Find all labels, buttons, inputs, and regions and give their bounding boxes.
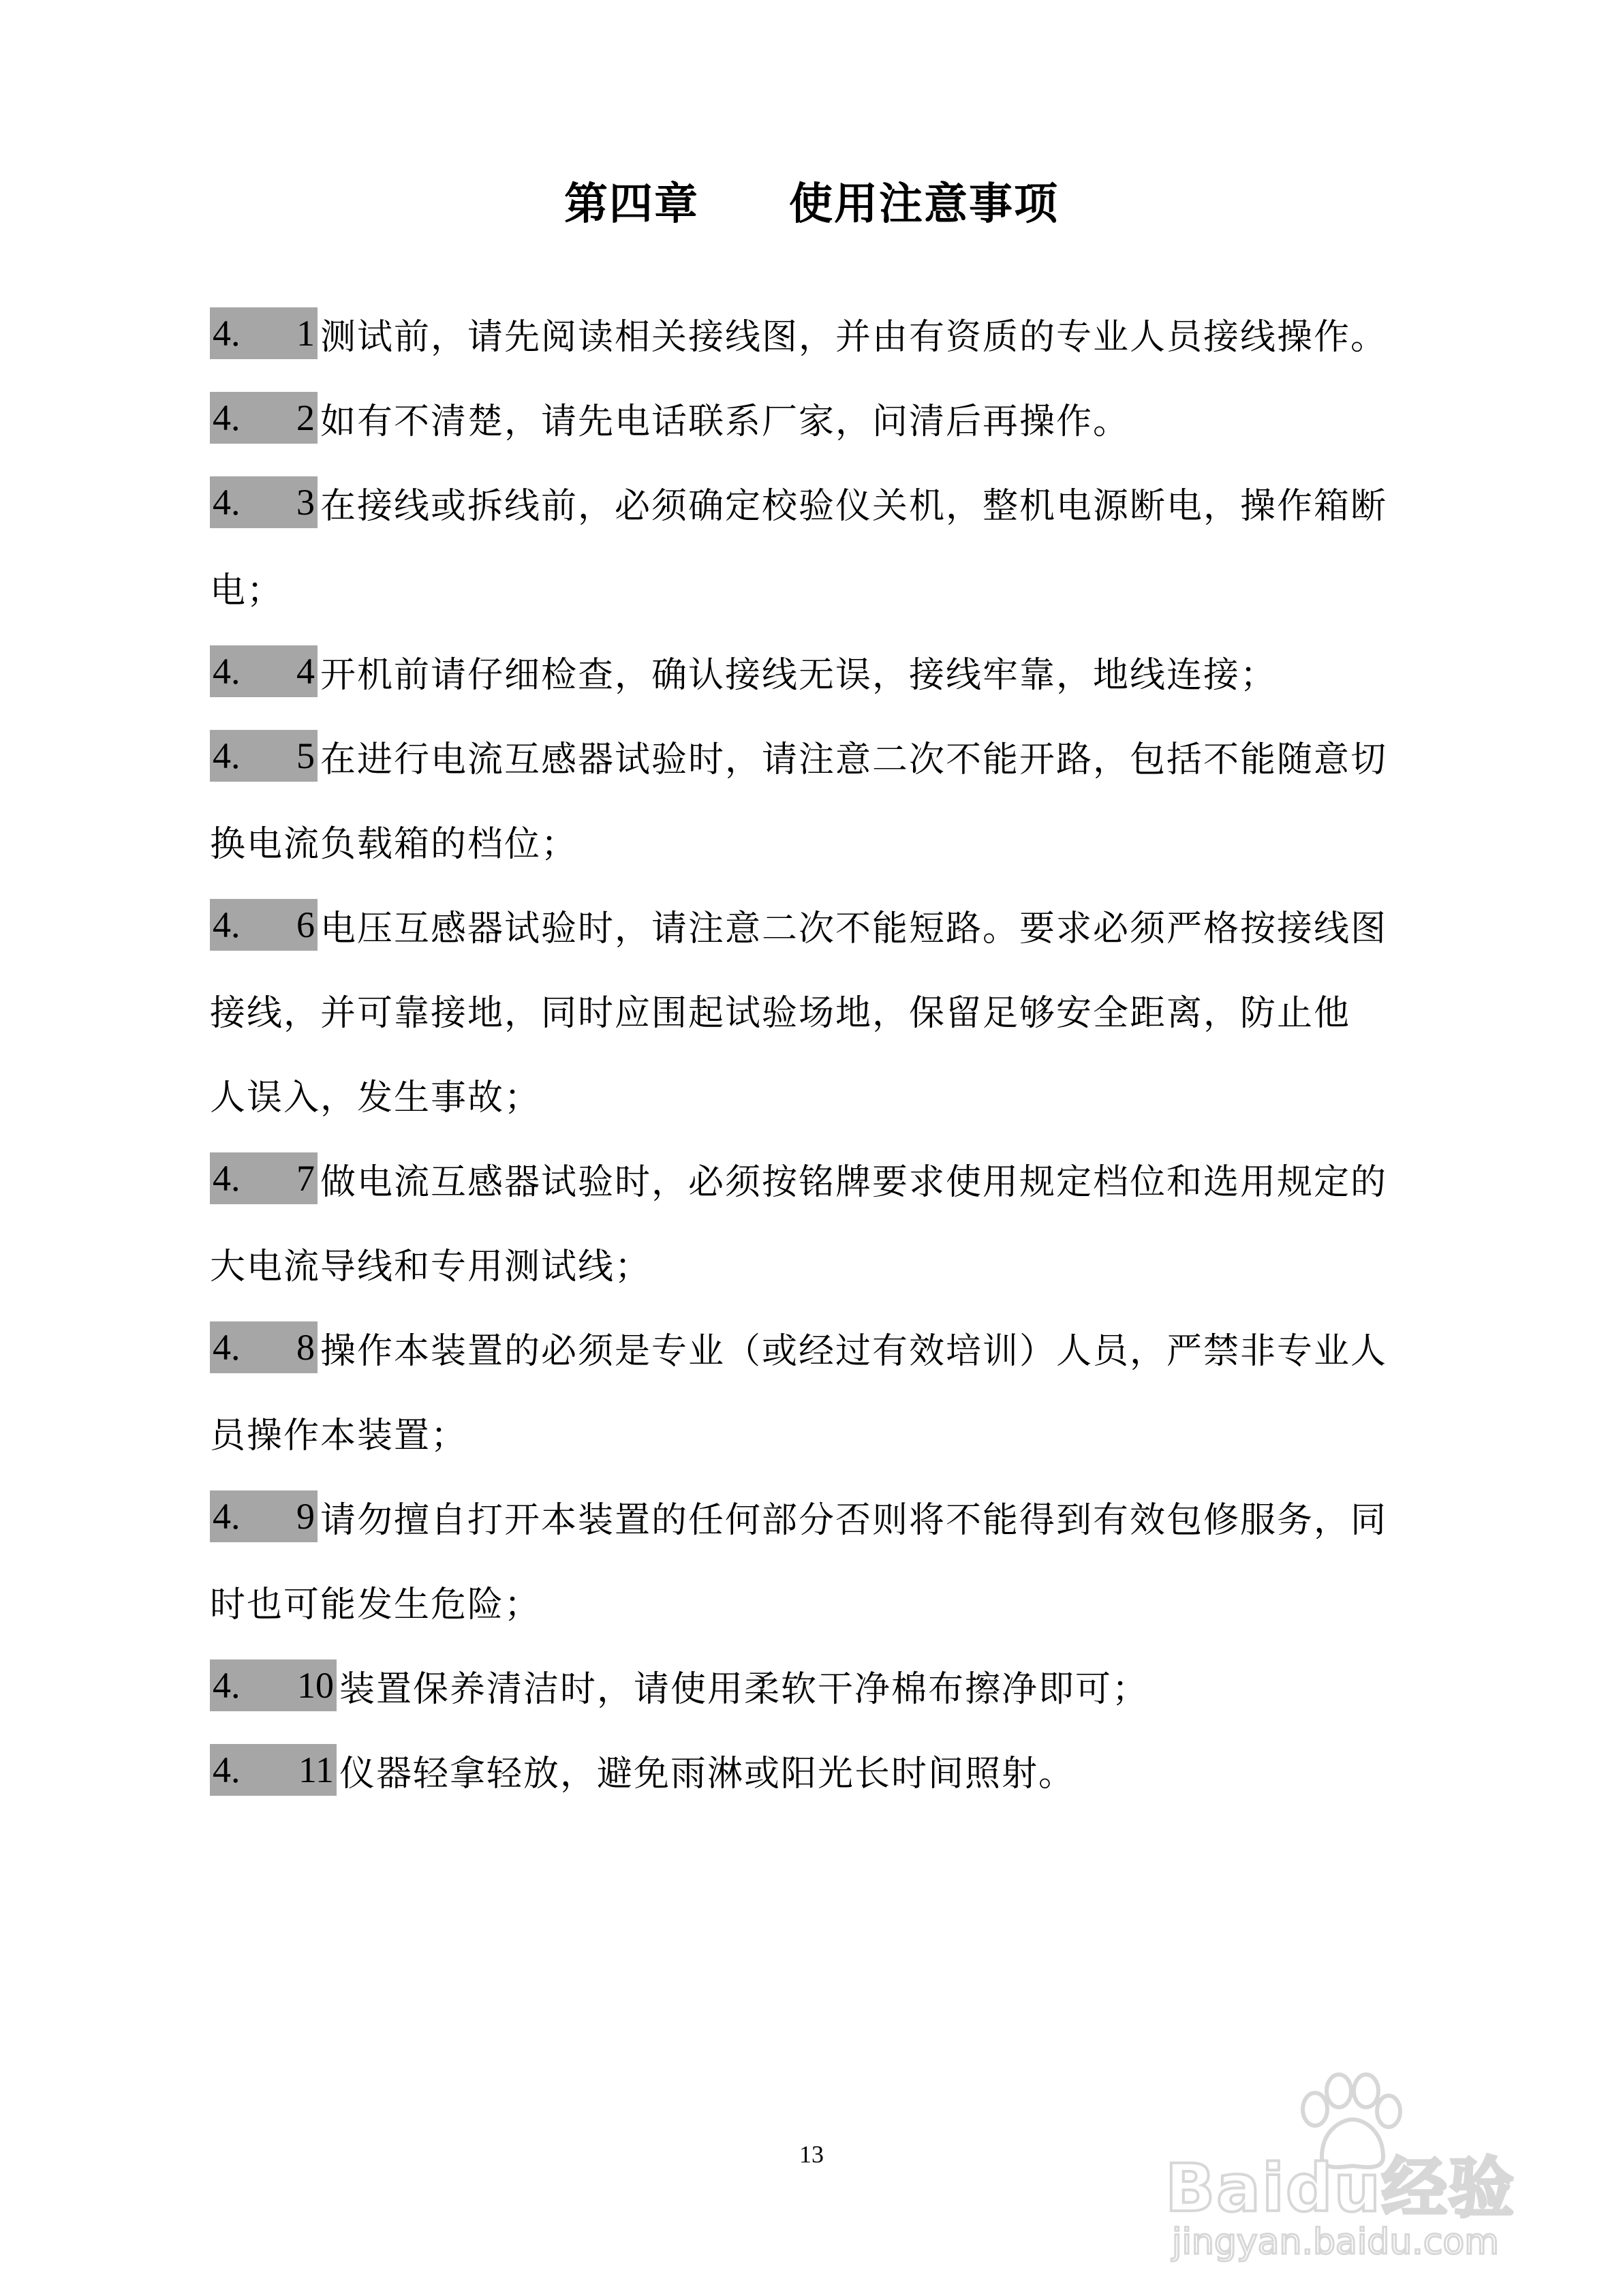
item-text: 开机前请仔细检查，确认接线无误，接线牢靠，地线连接；	[320, 654, 1278, 696]
item-text: 换电流负载箱的档位；	[210, 823, 578, 865]
item-number	[210, 1744, 337, 1796]
item-number-major: 4.	[213, 651, 241, 692]
item-line	[210, 642, 1277, 701]
item-number-major: 4.	[213, 904, 241, 945]
item-number-major: 4.	[213, 1665, 241, 1706]
item-number	[210, 1659, 337, 1711]
item-number	[210, 1152, 318, 1204]
item-text: 电压互感器试验时，请注意二次不能短路。要求必须严格按接线图	[320, 908, 1388, 949]
item-number	[210, 645, 318, 697]
item-number-minor: 6	[296, 904, 315, 945]
item-number	[210, 307, 318, 359]
item-line	[210, 1741, 1075, 1799]
item-text: 做电流互感器试验时，必须按铭牌要求使用规定档位和选用规定的	[320, 1161, 1388, 1203]
item-continuation-line	[210, 980, 1350, 1039]
item-number-minor: 10	[297, 1665, 334, 1706]
baidu-watermark	[1151, 2072, 1547, 2269]
item-number-major: 4.	[213, 482, 241, 523]
item-line	[210, 473, 1387, 532]
item-number	[210, 730, 318, 782]
item-line	[210, 1318, 1387, 1377]
item-number	[210, 392, 318, 444]
item-number-major: 4.	[213, 1749, 241, 1790]
item-continuation-line	[210, 1065, 541, 1123]
item-text: 接线，并可靠接地，同时应围起试验场地，保留足够安全距离，防止他	[210, 992, 1351, 1034]
item-number-major: 4.	[213, 735, 241, 776]
item-number-minor: 11	[298, 1749, 334, 1790]
item-number-major: 4.	[213, 1327, 241, 1368]
item-number-minor: 3	[296, 482, 315, 523]
item-text: 如有不清楚，请先电话联系厂家，问清后再操作。	[320, 401, 1130, 442]
item-number-minor: 9	[296, 1496, 315, 1537]
item-number-minor: 2	[296, 397, 315, 438]
item-text: 大电流导线和专用测试线；	[210, 1246, 652, 1287]
item-text: 请勿擅自打开本装置的任何部分否则将不能得到有效包修服务，同	[320, 1499, 1388, 1541]
watermark-brand: Baidu经验	[1165, 2150, 1515, 2226]
item-number	[210, 1490, 318, 1542]
item-text: 电；	[210, 570, 284, 611]
item-line	[210, 726, 1387, 785]
item-number-major: 4.	[213, 1496, 241, 1537]
watermark-url: jingyan.baidu.com	[1172, 2222, 1499, 2263]
item-line	[210, 1656, 1149, 1715]
item-number-minor: 1	[296, 313, 315, 354]
item-line	[210, 304, 1387, 363]
item-line	[210, 1487, 1387, 1546]
item-number-minor: 4	[296, 651, 315, 692]
item-number-major: 4.	[213, 1158, 241, 1199]
item-continuation-line	[210, 1572, 541, 1630]
item-number-major: 4.	[213, 313, 241, 354]
item-text: 仪器轻拿轻放，避免雨淋或阳光长时间照射。	[339, 1753, 1076, 1794]
item-text: 测试前，请先阅读相关接线图，并由有资质的专业人员接线操作。	[320, 316, 1388, 358]
item-text: 在接线或拆线前，必须确定校验仪关机，整机电源断电，操作箱断	[320, 485, 1388, 527]
item-number	[210, 899, 318, 951]
item-number-minor: 7	[296, 1158, 315, 1199]
item-continuation-line	[210, 811, 578, 870]
item-number-minor: 5	[296, 735, 315, 776]
item-text: 时也可能发生危险；	[210, 1584, 542, 1625]
item-line	[210, 896, 1387, 954]
item-text: 装置保养清洁时，请使用柔软干净棉布擦净即可；	[339, 1668, 1149, 1710]
item-number	[210, 1321, 318, 1373]
item-continuation-line	[210, 1403, 467, 1461]
item-text: 操作本装置的必须是专业（或经过有效培训）人员，严禁非专业人	[320, 1330, 1388, 1372]
item-line	[210, 388, 1130, 447]
item-line	[210, 1149, 1387, 1208]
item-text: 员操作本装置；	[210, 1415, 468, 1456]
chapter-title: 第四章 使用注意事项	[564, 179, 1059, 230]
item-text: 人误入，发生事故；	[210, 1077, 542, 1118]
item-number	[210, 476, 318, 528]
page-number: 13	[799, 2141, 824, 2168]
item-text: 在进行电流互感器试验时，请注意二次不能开路，包括不能随意切	[320, 739, 1388, 780]
item-number-major: 4.	[213, 397, 241, 438]
item-continuation-line	[210, 557, 283, 616]
item-number-minor: 8	[296, 1327, 315, 1368]
item-continuation-line	[210, 1234, 651, 1292]
